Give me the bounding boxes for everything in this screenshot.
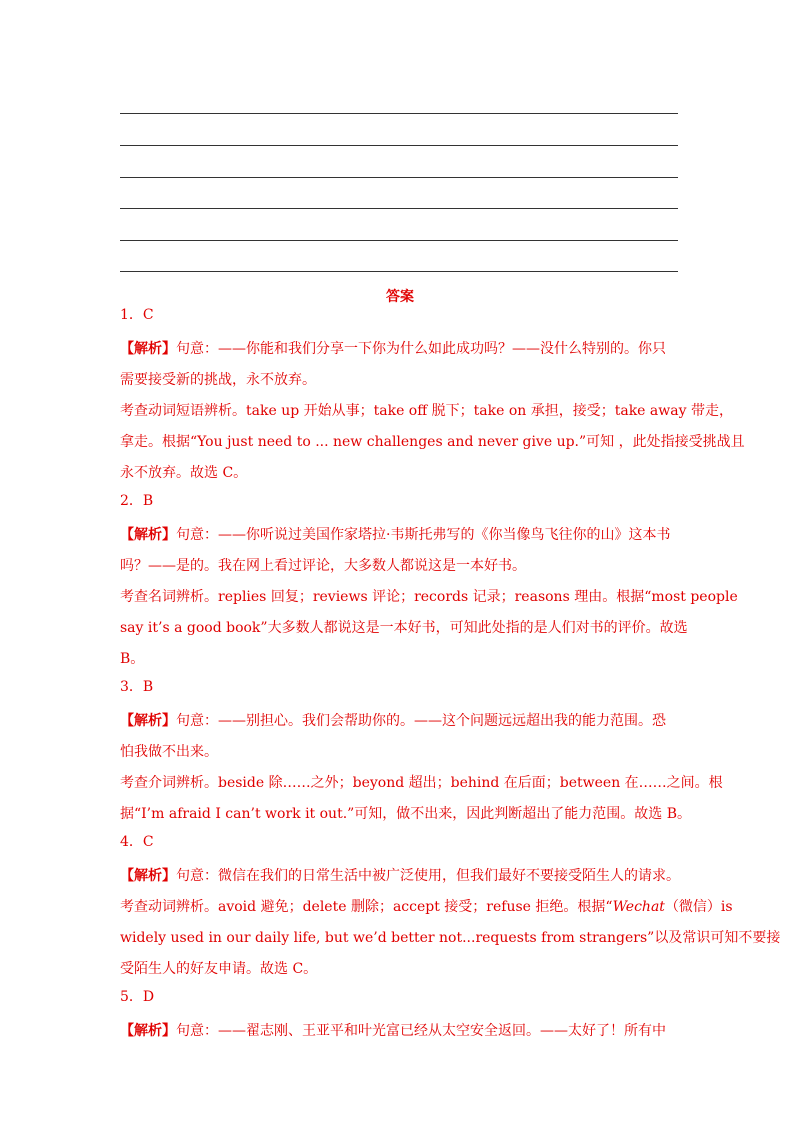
answer-meaning (120, 861, 680, 892)
answer-number: 2．B (120, 493, 154, 509)
answer-number: 5．D (120, 989, 155, 1005)
answer-analysis: 据“I’m afraid I can’t work it out.”可知，做不出来，因此判断超出了能力范围。故选 B。 (120, 806, 692, 822)
answer-meaning (120, 1016, 680, 1047)
meaning-text: 句意：——别担心。我们会帮助你的。——这个问题远远超出我的能力范围。恐 (176, 713, 666, 729)
answer-meaning (120, 520, 680, 551)
answer-number: 1．C (120, 307, 154, 323)
answer-item-2 (120, 489, 738, 675)
answer-analysis: 受陌生人的好友申请。故选 C。 (120, 961, 318, 977)
analysis-tag: 【解析】 (120, 341, 176, 357)
answer-analysis: 考查介词辨析。beside 除……之外；beyond 超出；behind 在后面；between 在……之间。根 (120, 775, 723, 791)
analysis-text: 考查动词辨析。avoid 避免；delete 删除；accept 接受；refuse 拒绝。根据“ (120, 899, 613, 915)
meaning-text: 句意：微信在我们的日常生活中被广泛使用，但我们最好不要接受陌生人的请求。 (176, 868, 680, 884)
answer-number: 3．B (120, 679, 154, 695)
answer-number: 4．C (120, 834, 154, 850)
answer-analysis: 考查动词短语辨析。take up 开始从事；take off 脱下；take on 承担，接受；take away 带走， (120, 403, 733, 419)
meaning-text: 句意：——你能和我们分享一下你为什么如此成功吗？——没什么特别的。你只 (176, 341, 666, 357)
meaning-text: 句意：——翟志刚、王亚平和叶光富已经从太空安全返回。——太好了！所有中 (176, 1023, 666, 1039)
analysis-tag: 【解析】 (120, 1023, 176, 1039)
meaning-text: 句意：——你听说过美国作家塔拉·韦斯托弗写的《你当像鸟飞往你的山》这本书 (176, 527, 671, 543)
analysis-text-end: （微信）is (664, 899, 733, 915)
answer-analysis: 拿走。根据“You just need to ... new challenges and never give up.”可知 ，此处指接受挑战且 (120, 434, 745, 450)
answer-item-3 (120, 675, 723, 830)
answer-analysis (120, 892, 733, 923)
answer-meaning-cont: 吗？——是的。我在网上看过评论，大多数人都说这是一本好书。 (120, 558, 526, 574)
writing-line-3 (120, 177, 678, 178)
writing-line-2 (120, 145, 678, 146)
answer-heading: 答案 (386, 289, 414, 305)
writing-line-1 (120, 113, 678, 114)
writing-line-5 (120, 240, 678, 241)
answer-analysis: 考查名词辨析。replies 回复；reviews 评论；records 记录；reasons 理由。根据“most people (120, 589, 738, 605)
answer-item-5 (120, 985, 680, 1047)
answer-item-1 (120, 303, 745, 489)
answer-meaning-cont: 需要接受新的挑战，永不放弃。 (120, 372, 316, 388)
analysis-tag: 【解析】 (120, 868, 176, 884)
analysis-tag: 【解析】 (120, 713, 176, 729)
answer-item-4 (120, 830, 781, 985)
answer-analysis: widely used in our daily life, but we’d better not...requests from strangers”以及常识可知不要接 (120, 930, 781, 946)
writing-line-6 (120, 271, 678, 272)
wechat-term: Wechat (612, 899, 665, 915)
analysis-tag: 【解析】 (120, 527, 176, 543)
writing-line-4 (120, 208, 678, 209)
answer-meaning-cont: 怕我做不出来。 (120, 744, 218, 760)
answer-meaning (120, 706, 680, 737)
answer-analysis: B。 (120, 651, 145, 667)
answer-analysis: 永不放弃。故选 C。 (120, 465, 248, 481)
answer-list (120, 303, 781, 1047)
answer-meaning (120, 334, 680, 365)
answer-analysis: say it’s a good book”大多数人都说这是一本好书，可知此处指的是人们对书的评价。故选 (120, 620, 688, 636)
